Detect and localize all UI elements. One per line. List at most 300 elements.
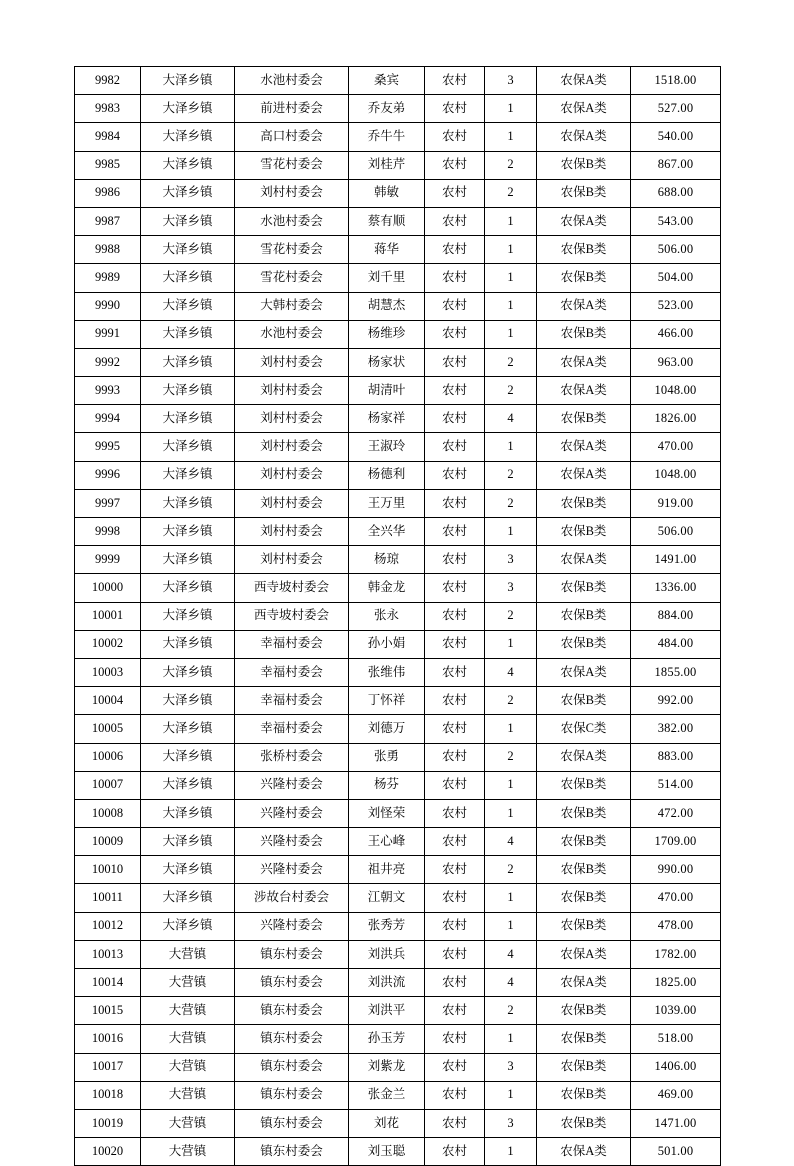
cell-count: 1 [485,630,537,658]
cell-type: 农村 [425,461,485,489]
cell-type: 农村 [425,997,485,1025]
cell-id: 9996 [75,461,141,489]
cell-amount: 523.00 [631,292,721,320]
cell-type: 农村 [425,940,485,968]
cell-category: 农保A类 [537,969,631,997]
cell-amount: 1048.00 [631,377,721,405]
cell-category: 农保B类 [537,264,631,292]
cell-village: 刘村村委会 [235,461,349,489]
cell-village: 幸福村委会 [235,658,349,686]
cell-count: 1 [485,236,537,264]
cell-count: 1 [485,1138,537,1166]
cell-name: 杨德利 [349,461,425,489]
table-row [75,292,721,320]
cell-id: 9984 [75,123,141,151]
cell-category: 农保A类 [537,658,631,686]
cell-id: 10018 [75,1081,141,1109]
cell-amount: 688.00 [631,179,721,207]
cell-village: 雪花村委会 [235,236,349,264]
cell-category: 农保B类 [537,630,631,658]
cell-category: 农保B类 [537,1025,631,1053]
cell-name: 刘千里 [349,264,425,292]
cell-id: 9986 [75,179,141,207]
cell-count: 1 [485,884,537,912]
table-row [75,940,721,968]
cell-type: 农村 [425,658,485,686]
cell-id: 9999 [75,546,141,574]
cell-count: 4 [485,405,537,433]
cell-town: 大泽乡镇 [141,743,235,771]
cell-id: 10013 [75,940,141,968]
cell-type: 农村 [425,433,485,461]
table-row [75,67,721,95]
cell-town: 大泽乡镇 [141,207,235,235]
cell-amount: 543.00 [631,207,721,235]
cell-count: 1 [485,912,537,940]
cell-id: 9997 [75,489,141,517]
cell-name: 全兴华 [349,518,425,546]
cell-id: 10011 [75,884,141,912]
cell-name: 刘紫龙 [349,1053,425,1081]
cell-count: 2 [485,856,537,884]
cell-amount: 466.00 [631,320,721,348]
cell-village: 兴隆村委会 [235,799,349,827]
cell-amount: 1825.00 [631,969,721,997]
cell-type: 农村 [425,969,485,997]
cell-category: 农保B类 [537,912,631,940]
cell-town: 大泽乡镇 [141,179,235,207]
cell-town: 大营镇 [141,1138,235,1166]
cell-type: 农村 [425,828,485,856]
cell-village: 西寺坡村委会 [235,574,349,602]
cell-id: 10005 [75,715,141,743]
cell-amount: 1491.00 [631,546,721,574]
cell-type: 农村 [425,123,485,151]
cell-village: 西寺坡村委会 [235,602,349,630]
cell-count: 2 [485,377,537,405]
cell-category: 农保B类 [537,151,631,179]
cell-count: 2 [485,602,537,630]
cell-type: 农村 [425,1138,485,1166]
cell-town: 大泽乡镇 [141,856,235,884]
cell-name: 蔡有顺 [349,207,425,235]
cell-id: 9983 [75,95,141,123]
cell-id: 10007 [75,771,141,799]
cell-type: 农村 [425,687,485,715]
cell-village: 雪花村委会 [235,264,349,292]
table-row [75,1138,721,1166]
cell-category: 农保B类 [537,1109,631,1137]
cell-category: 农保A类 [537,433,631,461]
table-row [75,264,721,292]
cell-count: 1 [485,433,537,461]
cell-count: 2 [485,743,537,771]
cell-category: 农保B类 [537,320,631,348]
cell-type: 农村 [425,207,485,235]
cell-town: 大泽乡镇 [141,95,235,123]
cell-name: 胡慧杰 [349,292,425,320]
cell-village: 刘村村委会 [235,377,349,405]
cell-name: 王淑玲 [349,433,425,461]
cell-category: 农保A类 [537,95,631,123]
cell-amount: 1782.00 [631,940,721,968]
cell-type: 农村 [425,236,485,264]
cell-name: 乔牛牛 [349,123,425,151]
cell-village: 刘村村委会 [235,546,349,574]
cell-amount: 963.00 [631,348,721,376]
cell-name: 江朝文 [349,884,425,912]
cell-village: 刘村村委会 [235,348,349,376]
cell-town: 大营镇 [141,1053,235,1081]
cell-town: 大泽乡镇 [141,151,235,179]
cell-type: 农村 [425,264,485,292]
cell-town: 大营镇 [141,940,235,968]
cell-town: 大泽乡镇 [141,771,235,799]
cell-id: 10010 [75,856,141,884]
cell-id: 9987 [75,207,141,235]
cell-village: 高口村委会 [235,123,349,151]
cell-id: 9991 [75,320,141,348]
table-row [75,348,721,376]
cell-id: 10012 [75,912,141,940]
cell-town: 大泽乡镇 [141,236,235,264]
cell-town: 大泽乡镇 [141,264,235,292]
cell-amount: 472.00 [631,799,721,827]
cell-town: 大泽乡镇 [141,715,235,743]
cell-name: 刘洪兵 [349,940,425,968]
cell-village: 幸福村委会 [235,630,349,658]
cell-type: 农村 [425,771,485,799]
cell-category: 农保B类 [537,236,631,264]
cell-category: 农保A类 [537,377,631,405]
cell-town: 大泽乡镇 [141,489,235,517]
cell-id: 10001 [75,602,141,630]
cell-amount: 1709.00 [631,828,721,856]
cell-id: 9988 [75,236,141,264]
cell-town: 大泽乡镇 [141,292,235,320]
cell-category: 农保A类 [537,1138,631,1166]
cell-town: 大泽乡镇 [141,687,235,715]
cell-name: 韩敏 [349,179,425,207]
cell-village: 镇东村委会 [235,997,349,1025]
cell-type: 农村 [425,95,485,123]
table-row [75,489,721,517]
cell-count: 2 [485,151,537,179]
cell-count: 4 [485,828,537,856]
cell-id: 10014 [75,969,141,997]
cell-id: 9989 [75,264,141,292]
table-row [75,828,721,856]
cell-town: 大泽乡镇 [141,884,235,912]
cell-type: 农村 [425,292,485,320]
cell-town: 大泽乡镇 [141,546,235,574]
cell-category: 农保B类 [537,489,631,517]
cell-id: 10008 [75,799,141,827]
cell-name: 祖井亮 [349,856,425,884]
cell-village: 水池村委会 [235,67,349,95]
cell-category: 农保B类 [537,574,631,602]
table-row [75,123,721,151]
cell-name: 刘怪荣 [349,799,425,827]
cell-count: 1 [485,771,537,799]
cell-name: 孙小娟 [349,630,425,658]
cell-amount: 1826.00 [631,405,721,433]
cell-id: 10000 [75,574,141,602]
table-row [75,799,721,827]
cell-name: 蒋华 [349,236,425,264]
cell-town: 大泽乡镇 [141,574,235,602]
cell-count: 1 [485,292,537,320]
cell-type: 农村 [425,348,485,376]
cell-category: 农保B类 [537,518,631,546]
cell-count: 3 [485,574,537,602]
cell-count: 3 [485,1053,537,1081]
cell-type: 农村 [425,377,485,405]
cell-type: 农村 [425,320,485,348]
cell-count: 1 [485,799,537,827]
cell-count: 2 [485,179,537,207]
table-row [75,151,721,179]
cell-amount: 1471.00 [631,1109,721,1137]
cell-id: 9995 [75,433,141,461]
cell-category: 农保A类 [537,292,631,320]
cell-town: 大泽乡镇 [141,799,235,827]
table-row [75,433,721,461]
table-row [75,1109,721,1137]
cell-id: 10003 [75,658,141,686]
cell-amount: 1518.00 [631,67,721,95]
cell-town: 大泽乡镇 [141,658,235,686]
cell-amount: 506.00 [631,518,721,546]
cell-name: 刘洪流 [349,969,425,997]
cell-category: 农保A类 [537,546,631,574]
cell-town: 大泽乡镇 [141,828,235,856]
cell-village: 水池村委会 [235,207,349,235]
cell-type: 农村 [425,884,485,912]
table-row [75,912,721,940]
cell-name: 张永 [349,602,425,630]
cell-amount: 514.00 [631,771,721,799]
cell-category: 农保B类 [537,405,631,433]
cell-amount: 501.00 [631,1138,721,1166]
cell-name: 韩金龙 [349,574,425,602]
cell-village: 刘村村委会 [235,489,349,517]
cell-name: 刘桂芹 [349,151,425,179]
cell-count: 1 [485,1081,537,1109]
cell-id: 10020 [75,1138,141,1166]
cell-village: 镇东村委会 [235,1109,349,1137]
cell-name: 胡清叶 [349,377,425,405]
cell-amount: 1855.00 [631,658,721,686]
table-row [75,771,721,799]
cell-amount: 382.00 [631,715,721,743]
cell-town: 大泽乡镇 [141,433,235,461]
cell-name: 杨家状 [349,348,425,376]
cell-village: 镇东村委会 [235,1081,349,1109]
cell-category: 农保B类 [537,602,631,630]
cell-village: 幸福村委会 [235,715,349,743]
cell-town: 大泽乡镇 [141,461,235,489]
cell-village: 刘村村委会 [235,518,349,546]
cell-name: 孙玉芳 [349,1025,425,1053]
cell-village: 镇东村委会 [235,969,349,997]
cell-amount: 1048.00 [631,461,721,489]
table-row [75,236,721,264]
cell-category: 农保B类 [537,856,631,884]
cell-amount: 992.00 [631,687,721,715]
cell-amount: 990.00 [631,856,721,884]
cell-name: 杨家祥 [349,405,425,433]
cell-id: 9990 [75,292,141,320]
table-row [75,969,721,997]
cell-town: 大泽乡镇 [141,630,235,658]
cell-count: 1 [485,320,537,348]
table-row [75,743,721,771]
cell-category: 农保B类 [537,771,631,799]
table-row [75,658,721,686]
cell-id: 9998 [75,518,141,546]
cell-amount: 919.00 [631,489,721,517]
cell-amount: 469.00 [631,1081,721,1109]
table-row [75,715,721,743]
cell-name: 刘花 [349,1109,425,1137]
table-row [75,884,721,912]
cell-village: 刘村村委会 [235,179,349,207]
cell-amount: 518.00 [631,1025,721,1053]
cell-name: 杨维珍 [349,320,425,348]
cell-category: 农保A类 [537,67,631,95]
cell-town: 大泽乡镇 [141,912,235,940]
table-row [75,1081,721,1109]
cell-town: 大泽乡镇 [141,320,235,348]
cell-id: 10009 [75,828,141,856]
cell-village: 镇东村委会 [235,940,349,968]
cell-count: 2 [485,348,537,376]
cell-village: 水池村委会 [235,320,349,348]
cell-name: 桑宾 [349,67,425,95]
cell-village: 兴隆村委会 [235,771,349,799]
cell-id: 10016 [75,1025,141,1053]
cell-id: 10002 [75,630,141,658]
cell-category: 农保A类 [537,461,631,489]
cell-category: 农保A类 [537,743,631,771]
cell-count: 1 [485,264,537,292]
cell-town: 大泽乡镇 [141,377,235,405]
table-row [75,574,721,602]
cell-village: 兴隆村委会 [235,912,349,940]
cell-id: 9993 [75,377,141,405]
table-row [75,95,721,123]
cell-category: 农保A类 [537,940,631,968]
cell-id: 9992 [75,348,141,376]
cell-village: 张桥村委会 [235,743,349,771]
cell-type: 农村 [425,405,485,433]
cell-type: 农村 [425,743,485,771]
cell-village: 兴隆村委会 [235,856,349,884]
cell-village: 刘村村委会 [235,405,349,433]
cell-town: 大营镇 [141,969,235,997]
cell-category: 农保B类 [537,884,631,912]
cell-type: 农村 [425,715,485,743]
cell-category: 农保B类 [537,1053,631,1081]
cell-category: 农保B类 [537,179,631,207]
cell-town: 大营镇 [141,997,235,1025]
cell-village: 镇东村委会 [235,1025,349,1053]
cell-count: 1 [485,518,537,546]
cell-amount: 478.00 [631,912,721,940]
cell-count: 4 [485,658,537,686]
cell-town: 大营镇 [141,1109,235,1137]
cell-amount: 884.00 [631,602,721,630]
table-row [75,518,721,546]
cell-town: 大泽乡镇 [141,405,235,433]
cell-category: 农保B类 [537,828,631,856]
cell-amount: 1039.00 [631,997,721,1025]
table-row [75,1053,721,1081]
cell-count: 2 [485,687,537,715]
cell-type: 农村 [425,602,485,630]
cell-town: 大泽乡镇 [141,123,235,151]
cell-town: 大泽乡镇 [141,602,235,630]
table-row [75,461,721,489]
cell-village: 雪花村委会 [235,151,349,179]
cell-name: 张维伟 [349,658,425,686]
cell-category: 农保A类 [537,207,631,235]
cell-count: 2 [485,997,537,1025]
cell-id: 10015 [75,997,141,1025]
cell-name: 张秀芳 [349,912,425,940]
cell-type: 农村 [425,151,485,179]
table-row [75,320,721,348]
cell-count: 1 [485,123,537,151]
cell-name: 王心峰 [349,828,425,856]
cell-type: 农村 [425,1109,485,1137]
cell-amount: 506.00 [631,236,721,264]
cell-count: 3 [485,1109,537,1137]
cell-name: 刘德万 [349,715,425,743]
cell-amount: 484.00 [631,630,721,658]
cell-type: 农村 [425,67,485,95]
cell-count: 3 [485,546,537,574]
cell-name: 丁怀祥 [349,687,425,715]
table-row [75,602,721,630]
cell-type: 农村 [425,518,485,546]
cell-amount: 1336.00 [631,574,721,602]
cell-count: 2 [485,489,537,517]
cell-count: 1 [485,715,537,743]
cell-count: 2 [485,461,537,489]
cell-village: 刘村村委会 [235,433,349,461]
table-row [75,179,721,207]
cell-id: 10017 [75,1053,141,1081]
table-row [75,207,721,235]
cell-id: 10004 [75,687,141,715]
cell-name: 刘洪平 [349,997,425,1025]
cell-name: 张金兰 [349,1081,425,1109]
table-row [75,546,721,574]
cell-id: 9994 [75,405,141,433]
cell-amount: 883.00 [631,743,721,771]
cell-town: 大泽乡镇 [141,67,235,95]
cell-type: 农村 [425,856,485,884]
cell-village: 涉故台村委会 [235,884,349,912]
cell-type: 农村 [425,630,485,658]
table-row [75,377,721,405]
cell-count: 4 [485,969,537,997]
table-row [75,856,721,884]
cell-village: 幸福村委会 [235,687,349,715]
cell-amount: 1406.00 [631,1053,721,1081]
